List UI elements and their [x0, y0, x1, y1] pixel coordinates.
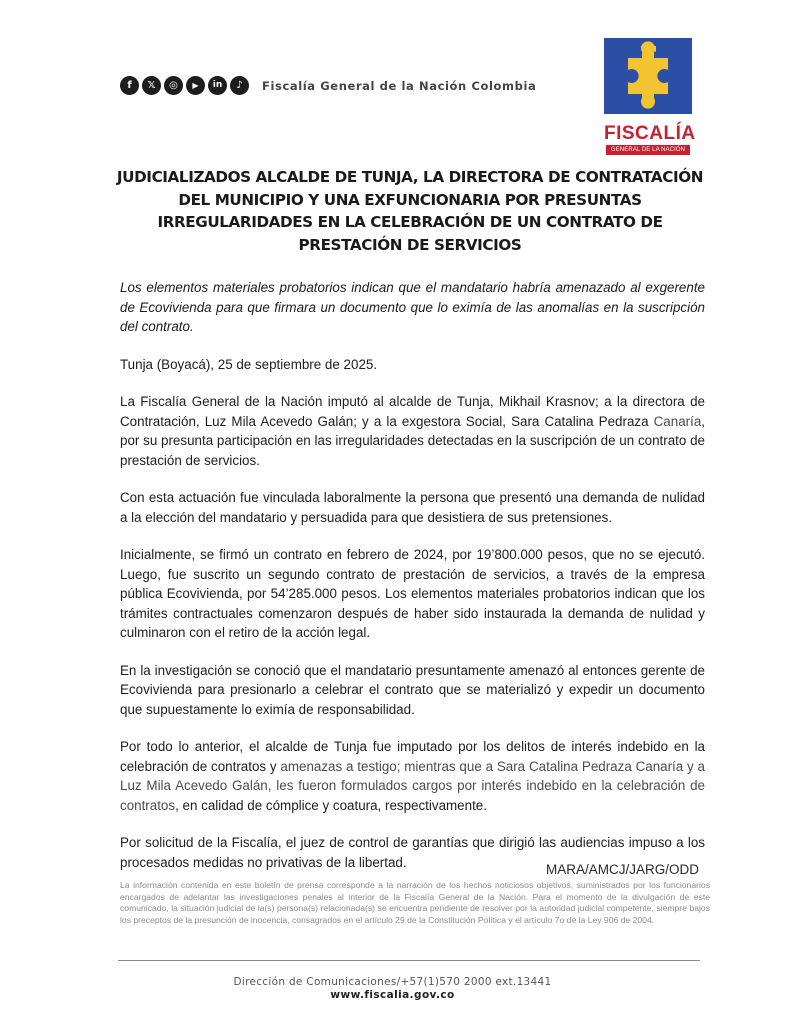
author-initials: MARA/AMCJ/JARG/ODD [545, 862, 699, 877]
footer [0, 976, 785, 1001]
paragraph-5-text-a: Por todo lo anterior, el alcalde de Tunja fue imputado por los delitos de interés indebido en la celebración de contratos y [120, 739, 705, 774]
footer-contact: Dirección de Comunicaciones/+57(1)570 2000 ext.13441 [233, 976, 552, 988]
paragraph-1-text-b: Canaría [653, 413, 702, 429]
press-release-body [120, 278, 705, 890]
footer-divider [118, 960, 700, 961]
paragraph-5 [120, 737, 705, 815]
press-release-title: JUDICIALIZADOS ALCALDE DE TUNJA, LA DIRECTORA DE CONTRATACIÓN DEL MUNICIPIO Y UNA EXFUNCIONARIA POR PRESUNTAS IRREGULARIDADES EN LA CELEBRACIÓN DE UN CONTRATO DE PRESTACIÓN DE SERVICIOS [116, 168, 704, 254]
logo-wordmark: FISCALÍA [604, 123, 696, 144]
dateline: Tunja (Boyacá), 25 de septiembre de 2025. [120, 356, 378, 372]
instagram-icon[interactable]: ◎ [164, 76, 183, 95]
legal-disclaimer: La información contenida en este boletín de prensa corresponde a la narración de los hechos noticiosos objetivos, suministrados por los funcionarios encargados de adelantar las investigaciones penales al interior de la Fiscalía General de la Nación. Para el momento de la divulgación de este comunicado, la situación judicial de la(s) persona(s) relacionada(s) se encuentra pendiente de resolver por la autoridad judicial competente, siempre bajos los preceptos de la presunción de inocencia, consagrados en el artículo 29 de la Constitución Política y el artículo 7o de la Ley 906 de 2004. [120, 880, 710, 925]
x-twitter-icon[interactable]: 𝕏 [142, 76, 161, 95]
puzzle-piece-icon [604, 38, 692, 114]
paragraph-5-text-c: , en calidad de cómplice y coatura, respectivamente. [175, 797, 487, 813]
paragraph-4: En la investigación se conoció que el mandatario presuntamente amenazó al entonces gerente de Ecovivienda para presionarlo a celebrar el contrato que se materializó y expedir un documento que supuestamente lo eximía de responsabilidad. [120, 662, 705, 717]
footer-website-link[interactable]: www.fiscalia.gov.co [330, 989, 455, 1001]
tiktok-icon[interactable]: ♪ [230, 76, 249, 95]
fiscalia-logo [604, 38, 696, 155]
lead-paragraph: Los elementos materiales probatorios indican que el mandatario habría amenazado al exgerente de Ecovivienda para que firmara un documento que lo eximía de las anomalías en la suscripción del contrato. [120, 280, 705, 334]
youtube-icon[interactable]: ▶ [186, 76, 205, 95]
logo-blue-square [604, 38, 692, 114]
paragraph-2: Con esta actuación fue vinculada laboralmente la persona que presentó una demanda de nulidad a la elección del mandatario y persuadida para que desistiera de sus pretensiones. [120, 490, 705, 525]
paragraph-6: Por solicitud de la Fiscalía, el juez de control de garantías que dirigió las audiencias impuso a los procesados medidas no privativas de la libertad. [120, 835, 705, 870]
linkedin-icon[interactable]: in [208, 76, 227, 95]
paragraph-1-text-a: La Fiscalía General de la Nación imputó al alcalde de Tunja, Mikhail Krasnov; a la directora de Contratación, Luz Mila Acevedo Galán; y a la exgestora Social, Sara Catalina Pedraza [120, 394, 705, 429]
org-name: Fiscalía General de la Nación Colombia [262, 78, 537, 93]
paragraph-1-text-c: , por su presunta participación en las irregularidades detectadas en la suscripción de un contrato de prestación de servicios. [120, 413, 705, 468]
logo-band: GENERAL DE LA NACIÓN [606, 145, 690, 155]
paragraph-1 [120, 392, 705, 470]
social-icons [120, 76, 249, 95]
facebook-icon[interactable]: f [120, 76, 139, 95]
paragraph-3: Inicialmente, se firmó un contrato en febrero de 2024, por 19’800.000 pesos, que no se ejecutó. Luego, fue suscrito un segundo contrato de prestación de servicios, a través de la empresa pública Ecovivienda, por 54’285.000 pesos. Los elementos materiales probatorios indican que los trámites contractuales comenzaron después de haber sido instaurada la demanda de nulidad y culminaron con el retiro de la acción legal. [120, 547, 705, 640]
header [120, 76, 536, 95]
paragraph-5-text-b: amenazas a testigo; mientras que a Sara Catalina Pedraza Canaría y a Luz Mila Acevedo Galán, les fueron formulados cargos por interés indebido en la celebración de contratos [120, 758, 705, 813]
